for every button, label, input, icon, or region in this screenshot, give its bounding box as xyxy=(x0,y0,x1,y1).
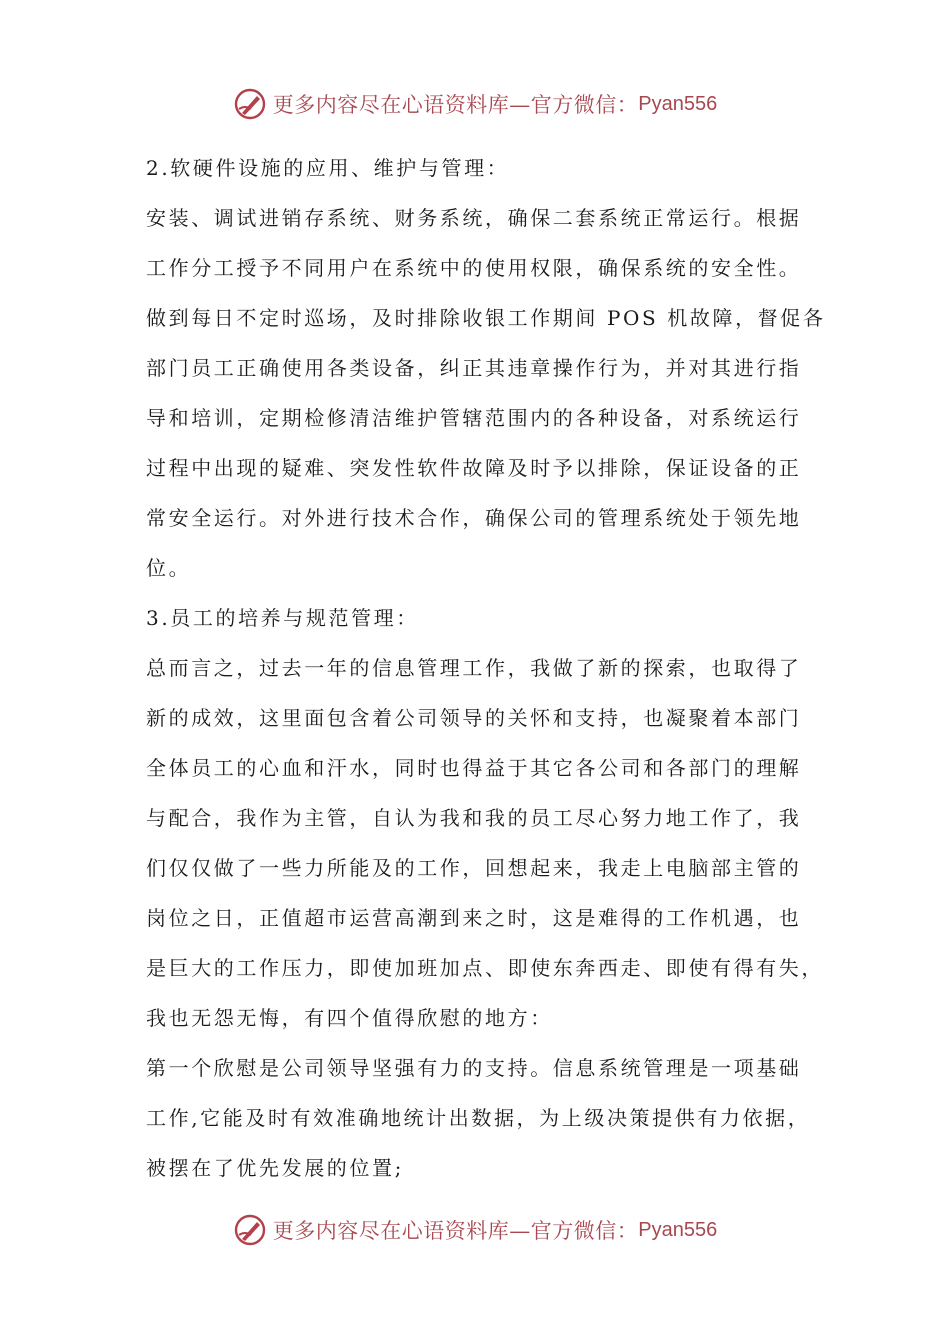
header-watermark-banner xyxy=(0,84,950,124)
paragraph-line: 安装、调试进销存系统、财务系统，确保二套系统正常运行。根据 xyxy=(146,206,802,230)
pen-logo-icon xyxy=(233,1213,267,1247)
paragraph-line: 全体员工的心血和汗水，同时也得益于其它各公司和各部门的理解 xyxy=(146,756,802,780)
paragraph-line: 我也无怨无悔，有四个值得欣慰的地方： xyxy=(146,1006,553,1030)
paragraph-line: 过程中出现的疑难、突发性软件故障及时予以排除，保证设备的正 xyxy=(146,456,802,480)
banner-text: 更多内容尽在心语资料库—官方微信： xyxy=(272,1219,639,1243)
section-heading: 3.员工的培养与规范管理： xyxy=(146,606,419,630)
banner-wechat-id: Pyan556 xyxy=(638,92,718,115)
paragraph-line: 总而言之，过去一年的信息管理工作，我做了新的探索，也取得了 xyxy=(146,656,802,680)
paragraph-line: 导和培训，定期检修清洁维护管辖范围内的各种设备，对系统运行 xyxy=(146,406,802,430)
banner-wechat-id: Pyan556 xyxy=(638,1218,718,1241)
paragraph-line: 第一个欣慰是公司领导坚强有力的支持。信息系统管理是一项基础 xyxy=(146,1056,802,1080)
paragraph-line: 被摆在了优先发展的位置; xyxy=(146,1156,404,1180)
paragraph-line: 岗位之日，正值超市运营高潮到来之时，这是难得的工作机遇，也 xyxy=(146,906,802,930)
paragraph-line: 与配合，我作为主管，自认为我和我的员工尽心努力地工作了，我 xyxy=(146,806,802,830)
banner-text: 更多内容尽在心语资料库—官方微信： xyxy=(272,93,639,117)
paragraph-line: 是巨大的工作压力，即使加班加点、即使东奔西走、即使有得有失， xyxy=(146,956,824,980)
section-heading: 2.软硬件设施的应用、维护与管理： xyxy=(146,156,510,180)
paragraph-line: 工作分工授予不同用户在系统中的使用权限，确保系统的安全性。 xyxy=(146,256,802,280)
paragraph-line: 部门员工正确使用各类设备，纠正其违章操作行为，并对其进行指 xyxy=(146,356,802,380)
paragraph-line: 新的成效，这里面包含着公司领导的关怀和支持，也凝聚着本部门 xyxy=(146,706,802,730)
paragraph-line: 位。 xyxy=(146,556,192,580)
pen-logo-icon xyxy=(233,87,267,121)
document-body xyxy=(146,150,826,1200)
paragraph-line: 常安全运行。对外进行技术合作，确保公司的管理系统处于领先地 xyxy=(146,506,802,530)
paragraph-line: 工作,它能及时有效准确地统计出数据，为上级决策提供有力依据， xyxy=(146,1106,811,1130)
paragraph-line: 做到每日不定时巡场，及时排除收银工作期间 POS 机故障，督促各 xyxy=(146,306,826,330)
paragraph-line: 们仅仅做了一些力所能及的工作，回想起来，我走上电脑部主管的 xyxy=(146,856,802,880)
footer-watermark-banner xyxy=(0,1210,950,1250)
